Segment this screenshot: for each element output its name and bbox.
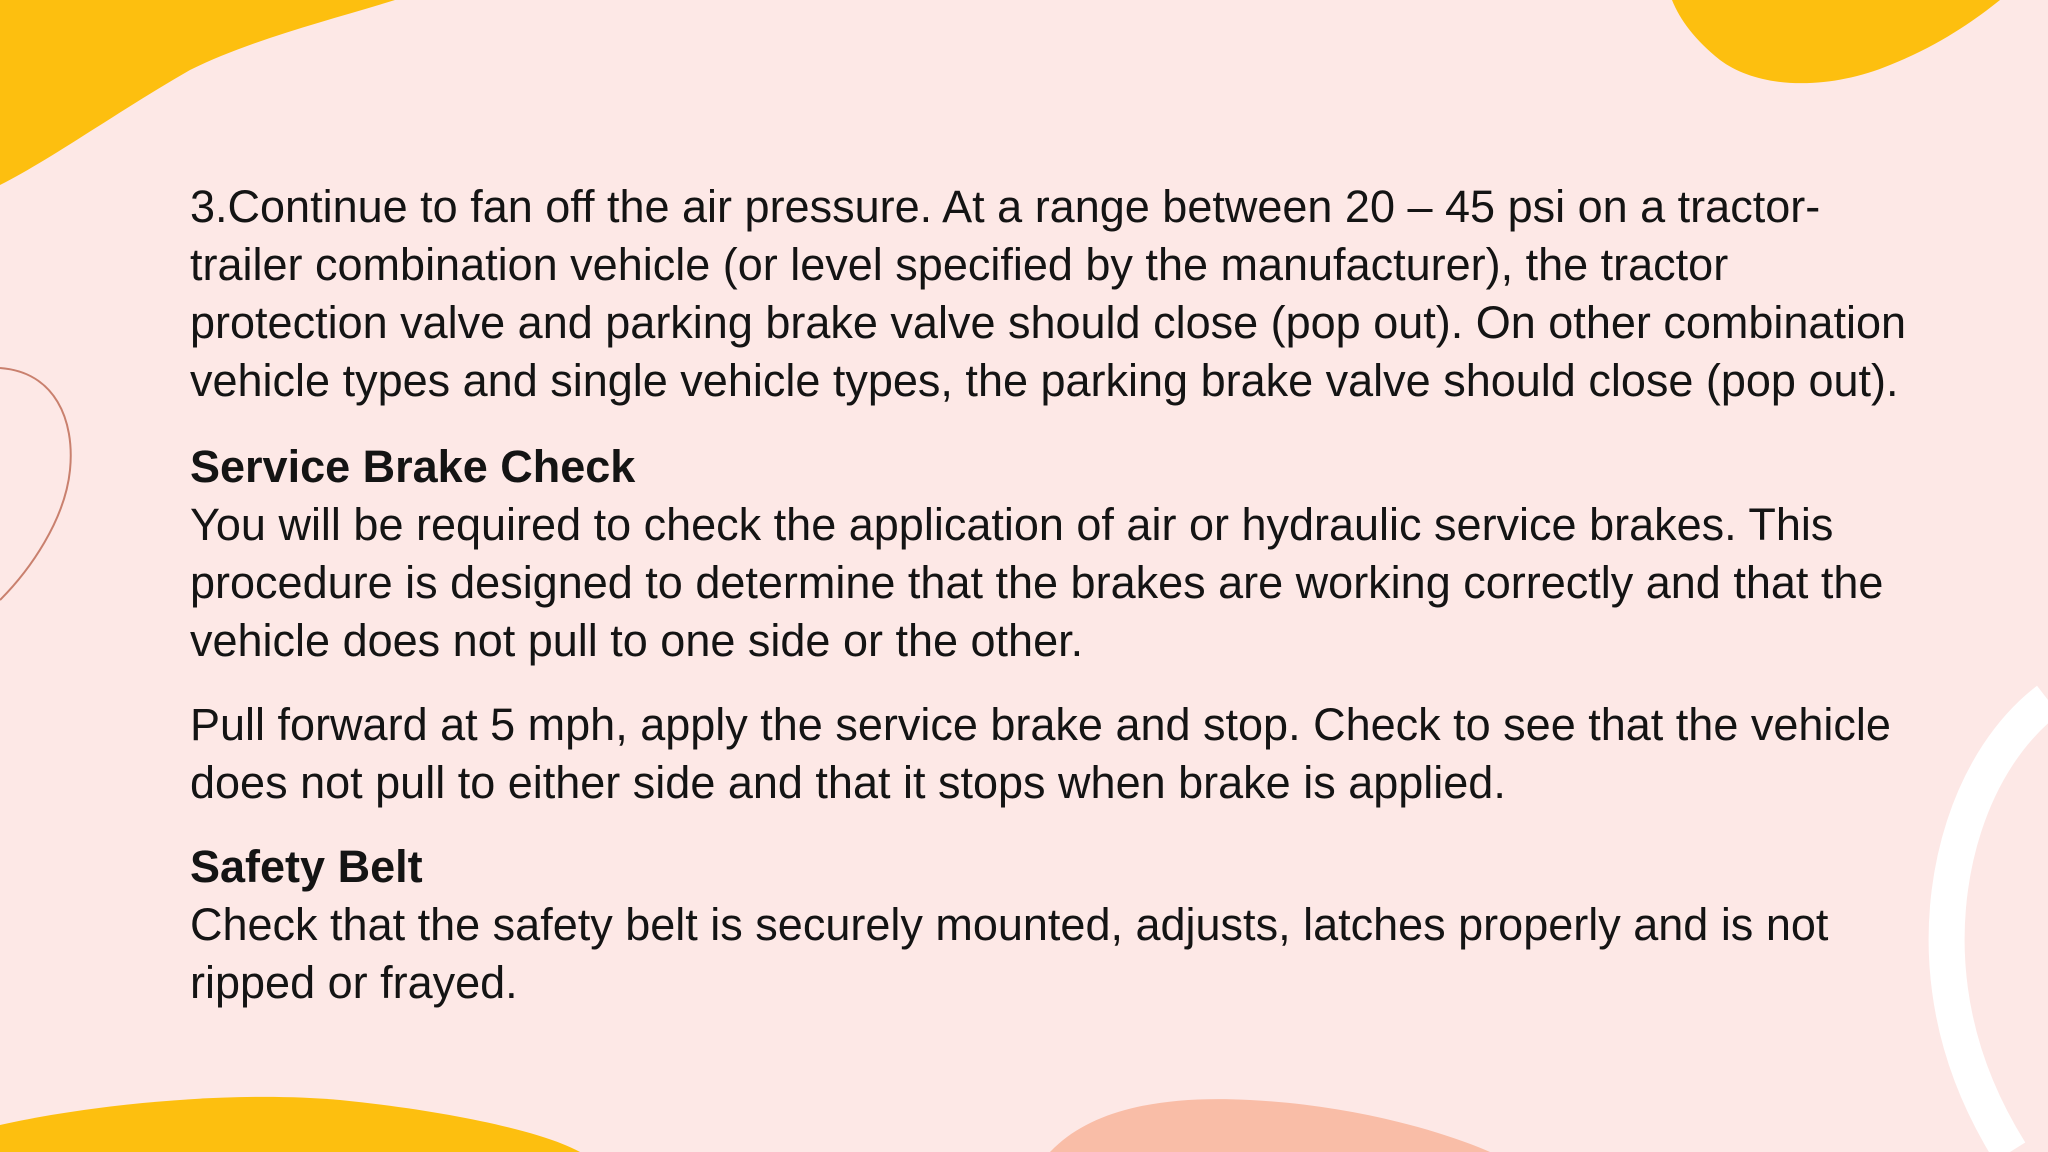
safety-belt-heading: Safety Belt	[190, 841, 423, 892]
top-right-blob-shape	[1672, 0, 2000, 83]
right-white-arc-shape	[1947, 700, 2048, 1152]
safety-belt-body: Check that the safety belt is securely mounted, adjusts, latches properly and is not ripped or frayed.	[190, 899, 1829, 1008]
service-brake-heading: Service Brake Check	[190, 441, 636, 492]
bottom-left-blob-shape	[0, 1097, 580, 1152]
slide-content	[190, 178, 1910, 1012]
top-left-blob-shape	[0, 0, 395, 185]
pull-forward-paragraph: Pull forward at 5 mph, apply the service brake and stop. Check to see that the vehicle does not pull to either side and that it stops when brake is applied.	[190, 699, 1891, 808]
left-line-arc-shape	[0, 368, 71, 600]
safety-belt-section	[190, 838, 1910, 1012]
service-brake-section	[190, 438, 1910, 670]
bottom-peach-blob-shape	[1050, 1099, 1490, 1152]
step-3-paragraph: 3.Continue to fan off the air pressure. At a range between 20 – 45 psi on a tractor-trailer combination vehicle (or level specified by the manufacturer), the tractor protection valve and parking brake valve should close (pop out). On other combination vehicle types and single vehicle types, the parking brake valve should close (pop out).	[190, 181, 1906, 406]
service-brake-body: You will be required to check the application of air or hydraulic service brakes. This procedure is designed to determine that the brakes are working correctly and that the vehicle does not pull to one side or the other.	[190, 499, 1884, 666]
